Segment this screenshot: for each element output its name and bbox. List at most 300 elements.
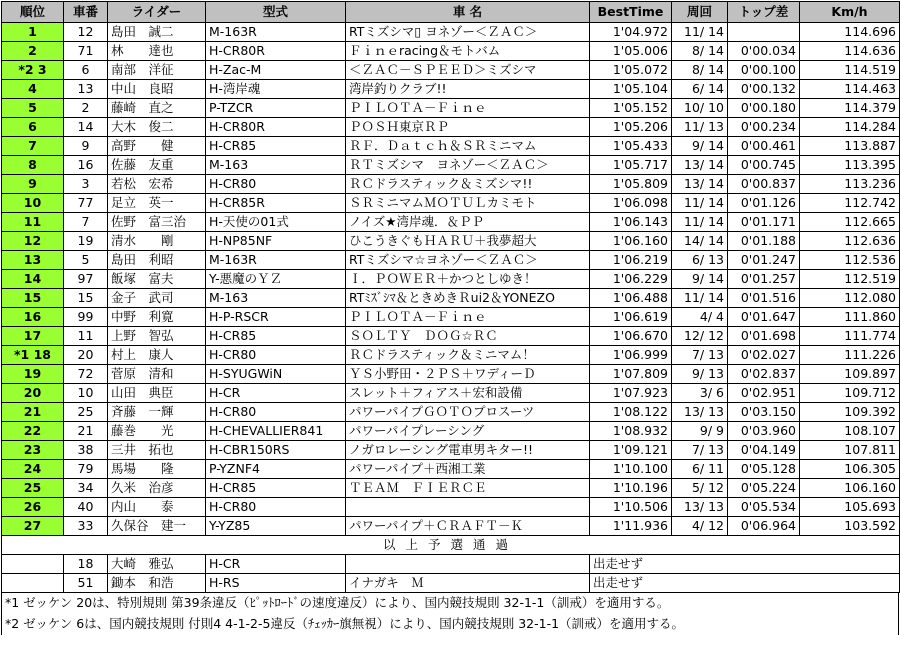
separator-row: [2, 536, 900, 555]
cell-num: 20: [64, 346, 108, 365]
cell-model: H-CR85: [206, 479, 346, 498]
cell-speed: 111.774: [800, 327, 900, 346]
cell-rider: 内山 泰: [108, 498, 206, 517]
cell-model: H-CR80: [206, 498, 346, 517]
cell-speed: 106.160: [800, 479, 900, 498]
cell-model: Y-YZ85: [206, 517, 346, 536]
cell-best: 1'05.206: [590, 118, 672, 137]
cell-num: 18: [64, 555, 108, 574]
cell-pos: 24: [2, 460, 64, 479]
cell-model: H-CBR150RS: [206, 441, 346, 460]
cell-rider: 清水 剛: [108, 232, 206, 251]
cell-num: 19: [64, 232, 108, 251]
cell-team: ＴＥＡＭ ＦＩＥＲＣＥ: [346, 479, 590, 498]
cell-num: 97: [64, 270, 108, 289]
cell-best: 1'05.152: [590, 99, 672, 118]
results-table: [1, 1, 900, 593]
cell-best: 1'11.936: [590, 517, 672, 536]
table-row: [2, 517, 900, 536]
cell-rider: 飯塚 富夫: [108, 270, 206, 289]
cell-model: H-CR85: [206, 137, 346, 156]
cell-model: H-CR85R: [206, 194, 346, 213]
table-row: [2, 23, 900, 42]
cell-speed: 113.395: [800, 156, 900, 175]
cell-laps: 4/ 12: [672, 517, 728, 536]
cell-best: 1'10.196: [590, 479, 672, 498]
cell-speed: 112.665: [800, 213, 900, 232]
header-rider: ライダー: [108, 2, 206, 23]
qualify-separator: 以上予選通過: [2, 536, 900, 555]
cell-gap: 0'01.171: [728, 213, 800, 232]
table-row: [2, 213, 900, 232]
notes: [1, 593, 899, 635]
cell-gap: 0'00.234: [728, 118, 800, 137]
cell-model: H-RS: [206, 574, 346, 593]
cell-speed: 114.519: [800, 61, 900, 80]
cell-model: M-163R: [206, 251, 346, 270]
cell-team: ＹＳ小野田・２ＰＳ＋ワディーＤ: [346, 365, 590, 384]
cell-best: 1'10.506: [590, 498, 672, 517]
cell-laps: 8/ 14: [672, 61, 728, 80]
cell-gap: 0'03.150: [728, 403, 800, 422]
cell-team: [346, 498, 590, 517]
cell-rider: 藤巻 光: [108, 422, 206, 441]
header-best: BestTime: [590, 2, 672, 23]
cell-num: 3: [64, 175, 108, 194]
header-model: 型式: [206, 2, 346, 23]
table-row: [2, 289, 900, 308]
cell-model: H-CR80: [206, 346, 346, 365]
cell-best: 1'05.006: [590, 42, 672, 61]
header-pos: 順位: [2, 2, 64, 23]
cell-speed: 113.236: [800, 175, 900, 194]
cell-laps: 8/ 14: [672, 42, 728, 61]
cell-best: 1'05.072: [590, 61, 672, 80]
cell-num: 13: [64, 80, 108, 99]
cell-speed: 112.519: [800, 270, 900, 289]
cell-model: H-P-RSCR: [206, 308, 346, 327]
cell-team: Ｉ．ＰＯＷＥＲ＋かつとしゆき！: [346, 270, 590, 289]
table-row: [2, 346, 900, 365]
cell-num: 77: [64, 194, 108, 213]
result-body: [2, 23, 900, 536]
cell-rider: 馬場 隆: [108, 460, 206, 479]
cell-speed: 103.592: [800, 517, 900, 536]
table-row: [2, 308, 900, 327]
cell-rider: 三井 拓也: [108, 441, 206, 460]
cell-rider: 菅原 清和: [108, 365, 206, 384]
cell-speed: 109.712: [800, 384, 900, 403]
cell-best: 1'06.670: [590, 327, 672, 346]
cell-pos: 11: [2, 213, 64, 232]
cell-rider: 藤崎 直之: [108, 99, 206, 118]
cell-best: 1'05.809: [590, 175, 672, 194]
cell-pos: 23: [2, 441, 64, 460]
cell-best: 1'06.999: [590, 346, 672, 365]
cell-gap: 0'02.027: [728, 346, 800, 365]
cell-num: 71: [64, 42, 108, 61]
cell-best: 1'04.972: [590, 23, 672, 42]
cell-team: ＳＲミニマムＭＯＴＵＬカミモト: [346, 194, 590, 213]
cell-num: 12: [64, 23, 108, 42]
cell-team: [346, 555, 590, 574]
cell-rider: 山田 典臣: [108, 384, 206, 403]
cell-speed: 105.693: [800, 498, 900, 517]
cell-rider: 上野 智弘: [108, 327, 206, 346]
cell-team: ＰＩＬＯＴＡ－Ｆｉｎｅ: [346, 99, 590, 118]
cell-speed: 114.696: [800, 23, 900, 42]
cell-speed: 111.860: [800, 308, 900, 327]
cell-rider: 金子 武司: [108, 289, 206, 308]
cell-laps: 9/ 13: [672, 365, 728, 384]
cell-model: Y-悪魔のＹＺ: [206, 270, 346, 289]
cell-laps: 5/ 12: [672, 479, 728, 498]
cell-model: H-CR80R: [206, 118, 346, 137]
cell-rider: 林 達也: [108, 42, 206, 61]
cell-speed: 112.636: [800, 232, 900, 251]
cell-team: イナガキ Ｍ: [346, 574, 590, 593]
cell-speed: 112.080: [800, 289, 900, 308]
cell-best: 1'06.160: [590, 232, 672, 251]
cell-team: ひこうきぐもＨＡＲＵ＋我夢超大: [346, 232, 590, 251]
cell-gap: [728, 23, 800, 42]
table-row: [2, 194, 900, 213]
cell-num: 21: [64, 422, 108, 441]
cell-gap: 0'01.257: [728, 270, 800, 289]
cell-gap: 0'06.964: [728, 517, 800, 536]
cell-gap: 0'02.837: [728, 365, 800, 384]
cell-gap: 0'01.247: [728, 251, 800, 270]
cell-pos: 10: [2, 194, 64, 213]
cell-pos: 19: [2, 365, 64, 384]
table-row: [2, 422, 900, 441]
cell-team: RTﾐｽﾞｼﾏ＆ときめきＲui2＆YONEZO: [346, 289, 590, 308]
table-row: [2, 270, 900, 289]
table-row: [2, 441, 900, 460]
cell-best: 1'06.143: [590, 213, 672, 232]
cell-laps: 13/ 14: [672, 175, 728, 194]
cell-speed: 114.463: [800, 80, 900, 99]
cell-model: M-163: [206, 289, 346, 308]
table-row: [2, 479, 900, 498]
cell-pos: 7: [2, 137, 64, 156]
cell-num: 33: [64, 517, 108, 536]
header-team: 車 名: [346, 2, 590, 23]
cell-num: 34: [64, 479, 108, 498]
cell-num: 15: [64, 289, 108, 308]
cell-num: 6: [64, 61, 108, 80]
cell-rider: 中山 良昭: [108, 80, 206, 99]
cell-num: 79: [64, 460, 108, 479]
table-row: [2, 175, 900, 194]
cell-num: 72: [64, 365, 108, 384]
cell-speed: 107.811: [800, 441, 900, 460]
table-row: [2, 137, 900, 156]
cell-laps: 7/ 13: [672, 441, 728, 460]
cell-model: M-163R: [206, 23, 346, 42]
table-row: [2, 232, 900, 251]
cell-laps: 3/ 6: [672, 384, 728, 403]
cell-pos: 16: [2, 308, 64, 327]
cell-rider: 久保谷 建一: [108, 517, 206, 536]
cell-team: Ｆｉｎｅracing＆モトバム: [346, 42, 590, 61]
cell-rider: 島田 誠二: [108, 23, 206, 42]
cell-model: H-SYUGWiN: [206, 365, 346, 384]
cell-rider: 高野 健: [108, 137, 206, 156]
cell-laps: 11/ 14: [672, 289, 728, 308]
table-row: [2, 80, 900, 99]
cell-gap: 0'05.534: [728, 498, 800, 517]
cell-rider: 若松 宏希: [108, 175, 206, 194]
cell-rider: 南部 洋征: [108, 61, 206, 80]
cell-speed: 114.284: [800, 118, 900, 137]
cell-team: ＲＣドラスティック＆ミズシマ!!: [346, 175, 590, 194]
cell-laps: 6/ 11: [672, 460, 728, 479]
cell-gap: 0'04.149: [728, 441, 800, 460]
cell-pos: 13: [2, 251, 64, 270]
cell-model: P-YZNF4: [206, 460, 346, 479]
table-row: [2, 251, 900, 270]
cell-model: H-CR80: [206, 175, 346, 194]
cell-pos: 9: [2, 175, 64, 194]
cell-laps: 11/ 13: [672, 118, 728, 137]
cell-best: 1'08.932: [590, 422, 672, 441]
cell-best: 1'05.717: [590, 156, 672, 175]
cell-laps: 14/ 14: [672, 232, 728, 251]
table-row: [2, 384, 900, 403]
cell-best: 1'07.923: [590, 384, 672, 403]
note-1: *1 ゼッケン 20は、特別規則 第39条違反（ﾋﾟｯﾄﾛｰﾄﾞの速度違反）により、国内競技規則 32-1-1（訓戒）を適用する。: [5, 593, 898, 614]
cell-pos: *1 18: [2, 346, 64, 365]
cell-gap: 0'03.960: [728, 422, 800, 441]
cell-laps: 6/ 14: [672, 80, 728, 99]
cell-rider: 大崎 雅弘: [108, 555, 206, 574]
cell-speed: 113.887: [800, 137, 900, 156]
cell-team: ＲＦ．Ｄａｔｃｈ＆ＳＲミニマム: [346, 137, 590, 156]
cell-model: H-湾岸魂: [206, 80, 346, 99]
cell-rider: 久米 治彦: [108, 479, 206, 498]
cell-pos: 14: [2, 270, 64, 289]
cell-gap: 0'00.837: [728, 175, 800, 194]
cell-gap: 0'00.132: [728, 80, 800, 99]
cell-pos: 20: [2, 384, 64, 403]
cell-model: H-CR: [206, 384, 346, 403]
cell-laps: 9/ 14: [672, 270, 728, 289]
cell-pos: 26: [2, 498, 64, 517]
cell-gap: 0'02.951: [728, 384, 800, 403]
cell-model: H-CR80R: [206, 42, 346, 61]
cell-speed: 112.536: [800, 251, 900, 270]
cell-laps: 4/ 4: [672, 308, 728, 327]
cell-team: RTミズシマ☆ヨネゾー＜ＺＡＣ＞: [346, 251, 590, 270]
cell-best: 1'06.098: [590, 194, 672, 213]
cell-team: ノガロレーシング電車男キター!!: [346, 441, 590, 460]
cell-rider: 村上 康人: [108, 346, 206, 365]
cell-rider: 島田 利昭: [108, 251, 206, 270]
cell-speed: 111.226: [800, 346, 900, 365]
cell-num: 10: [64, 384, 108, 403]
cell-gap: 0'01.126: [728, 194, 800, 213]
cell-speed: 114.636: [800, 42, 900, 61]
table-row: [2, 365, 900, 384]
cell-model: M-163: [206, 156, 346, 175]
cell-pos: 22: [2, 422, 64, 441]
cell-laps: 12/ 12: [672, 327, 728, 346]
cell-best: 1'06.219: [590, 251, 672, 270]
cell-laps: 13/ 14: [672, 156, 728, 175]
cell-team: ＰＯＳＨ東京ＲＰ: [346, 118, 590, 137]
cell-laps: 13/ 13: [672, 403, 728, 422]
cell-pos: 27: [2, 517, 64, 536]
table-row: [2, 460, 900, 479]
cell-status: 出走せず: [590, 574, 900, 593]
header-laps: 周回: [672, 2, 728, 23]
cell-team: ＲＴミズシマ ヨネゾー＜ＺＡＣ＞: [346, 156, 590, 175]
cell-pos: 5: [2, 99, 64, 118]
nonstarter-row: [2, 555, 900, 574]
cell-best: 1'06.229: [590, 270, 672, 289]
cell-num: 2: [64, 99, 108, 118]
cell-pos: 12: [2, 232, 64, 251]
cell-pos: 21: [2, 403, 64, 422]
cell-laps: 7/ 13: [672, 346, 728, 365]
cell-team: 湾岸釣りクラブ!!: [346, 80, 590, 99]
cell-pos: 8: [2, 156, 64, 175]
cell-pos: 4: [2, 80, 64, 99]
cell-laps: 9/ 14: [672, 137, 728, 156]
cell-best: 1'05.433: [590, 137, 672, 156]
cell-status: 出走せず: [590, 555, 900, 574]
table-row: [2, 403, 900, 422]
cell-team: ＳＯＬＴＹ ＤＯＧ☆ＲＣ: [346, 327, 590, 346]
cell-laps: 9/ 9: [672, 422, 728, 441]
cell-model: H-天使の01式: [206, 213, 346, 232]
cell-team: パワーパイプ＋西湘工業: [346, 460, 590, 479]
header-num: 車番: [64, 2, 108, 23]
cell-num: 9: [64, 137, 108, 156]
cell-model: H-CR: [206, 555, 346, 574]
cell-num: 16: [64, 156, 108, 175]
cell-pos: 6: [2, 118, 64, 137]
cell-num: 7: [64, 213, 108, 232]
cell-team: パワーパイプ＋ＣＲＡＦＴ－Ｋ: [346, 517, 590, 536]
table-row: [2, 156, 900, 175]
cell-pos: 2: [2, 42, 64, 61]
header-gap: トップ差: [728, 2, 800, 23]
cell-num: 5: [64, 251, 108, 270]
cell-laps: 11/ 14: [672, 213, 728, 232]
cell-gap: 0'05.128: [728, 460, 800, 479]
cell-gap: 0'05.224: [728, 479, 800, 498]
table-row: [2, 498, 900, 517]
cell-gap: 0'00.180: [728, 99, 800, 118]
cell-team: ＲＣドラスティック＆ミニマム！: [346, 346, 590, 365]
cell-model: H-CR85: [206, 327, 346, 346]
cell-speed: 106.305: [800, 460, 900, 479]
cell-gap: 0'01.698: [728, 327, 800, 346]
cell-model: H-CR80: [206, 403, 346, 422]
table-row: [2, 61, 900, 80]
cell-best: 1'06.619: [590, 308, 672, 327]
cell-rider: 佐野 富三治: [108, 213, 206, 232]
cell-pos: 25: [2, 479, 64, 498]
cell-laps: 11/ 14: [672, 194, 728, 213]
cell-best: 1'06.488: [590, 289, 672, 308]
table-row: [2, 327, 900, 346]
cell-laps: 11/ 14: [672, 23, 728, 42]
cell-gap: 0'01.188: [728, 232, 800, 251]
cell-speed: 109.897: [800, 365, 900, 384]
cell-laps: 10/ 10: [672, 99, 728, 118]
cell-best: 1'08.122: [590, 403, 672, 422]
cell-best: 1'05.104: [590, 80, 672, 99]
cell-rider: 足立 英一: [108, 194, 206, 213]
cell-rider: 鋤本 和浩: [108, 574, 206, 593]
cell-num: 25: [64, 403, 108, 422]
cell-speed: 112.742: [800, 194, 900, 213]
cell-best: 1'09.121: [590, 441, 672, 460]
cell-team: パワーパイプレーシング: [346, 422, 590, 441]
cell-num: 51: [64, 574, 108, 593]
cell-gap: 0'00.461: [728, 137, 800, 156]
cell-pos: 15: [2, 289, 64, 308]
cell-model: H-Zac-M: [206, 61, 346, 80]
cell-model: H-NP85NF: [206, 232, 346, 251]
table-row: [2, 99, 900, 118]
header-row: [2, 2, 900, 23]
nonstarter-row: [2, 574, 900, 593]
note-2: *2 ゼッケン 6は、国内競技規則 付則4 4-1-2-5違反（ﾁｪｯｶｰ旗無視）により、国内競技規則 32-1-1（訓戒）を適用する。: [5, 614, 898, 635]
cell-best: 1'07.809: [590, 365, 672, 384]
cell-rider: 大木 俊二: [108, 118, 206, 137]
cell-blank: [2, 574, 64, 593]
cell-team: スレット＋フィアス＋宏和設備: [346, 384, 590, 403]
cell-gap: 0'01.647: [728, 308, 800, 327]
cell-team: ＰＩＬＯＴＡ－Ｆｉｎｅ: [346, 308, 590, 327]
table-row: [2, 42, 900, 61]
cell-laps: 13/ 13: [672, 498, 728, 517]
cell-pos: 1: [2, 23, 64, 42]
cell-team: パワーパイプＧＯＴＯプロスーツ: [346, 403, 590, 422]
cell-speed: 114.379: [800, 99, 900, 118]
cell-speed: 108.107: [800, 422, 900, 441]
cell-rider: 佐藤 友重: [108, 156, 206, 175]
cell-best: 1'10.100: [590, 460, 672, 479]
cell-num: 11: [64, 327, 108, 346]
cell-pos: 17: [2, 327, 64, 346]
cell-gap: 0'01.516: [728, 289, 800, 308]
cell-num: 40: [64, 498, 108, 517]
cell-gap: 0'00.745: [728, 156, 800, 175]
cell-num: 38: [64, 441, 108, 460]
cell-speed: 109.392: [800, 403, 900, 422]
cell-rider: 斉藤 一輝: [108, 403, 206, 422]
cell-team: RTミズシマ▯ ヨネゾー＜ＺＡＣ＞: [346, 23, 590, 42]
cell-model: H-CHEVALLIER841: [206, 422, 346, 441]
cell-team: ノイズ★湾岸魂．＆ＰＰ: [346, 213, 590, 232]
cell-gap: 0'00.100: [728, 61, 800, 80]
cell-team: ＜ＺＡＣ－ＳＰＥＥＤ＞ミズシマ: [346, 61, 590, 80]
cell-blank: [2, 555, 64, 574]
table-row: [2, 118, 900, 137]
nonstarter-body: [2, 555, 900, 593]
cell-laps: 6/ 13: [672, 251, 728, 270]
cell-num: 99: [64, 308, 108, 327]
header-speed: Km/h: [800, 2, 900, 23]
cell-gap: 0'00.034: [728, 42, 800, 61]
cell-rider: 中野 利寛: [108, 308, 206, 327]
cell-model: P-TZCR: [206, 99, 346, 118]
